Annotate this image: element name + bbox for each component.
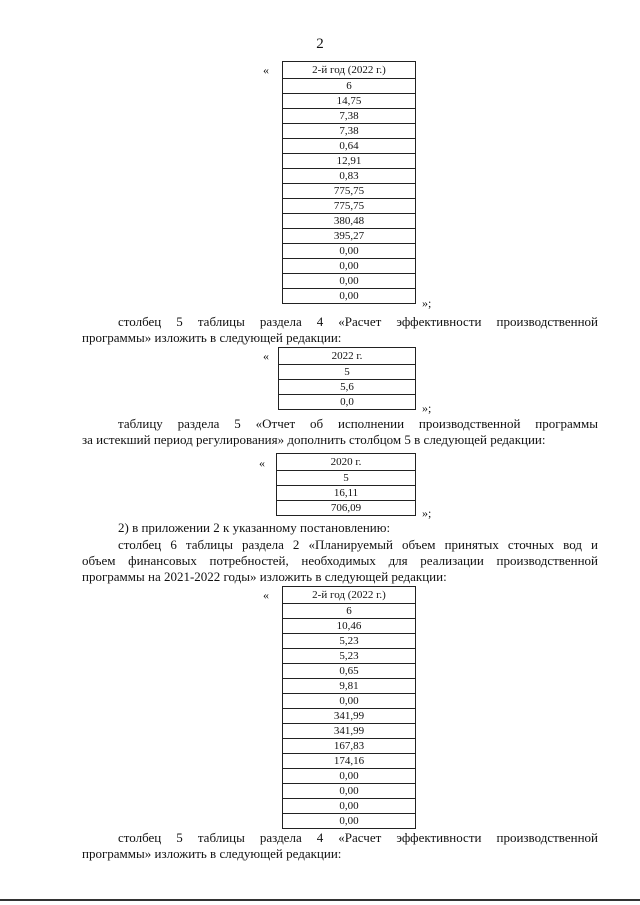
- table-row: [283, 154, 416, 169]
- table-row: [283, 199, 416, 214]
- table1-column: [282, 61, 416, 304]
- table-header-row: [277, 454, 416, 471]
- table-cell: 5: [279, 365, 416, 380]
- table4-body: [283, 587, 416, 829]
- paragraph-line: таблицу раздела 5 «Отчет об исполнении производственной программы: [118, 416, 598, 431]
- table-cell: 174,16: [283, 754, 416, 769]
- table-cell: 341,99: [283, 724, 416, 739]
- table-cell: 341,99: [283, 709, 416, 724]
- paragraph-table5-instruction: [82, 416, 598, 448]
- table-row: [283, 799, 416, 814]
- table-header-row: [283, 587, 416, 604]
- bottom-rule: [0, 899, 640, 901]
- table-cell: 6: [283, 79, 416, 94]
- table-cell: 12,91: [283, 154, 416, 169]
- table-row: [283, 814, 416, 829]
- table-cell: 395,27: [283, 229, 416, 244]
- table-cell: 5,6: [279, 380, 416, 395]
- table-cell: 167,83: [283, 739, 416, 754]
- table-cell: 5,23: [283, 634, 416, 649]
- table-cell: 0,00: [283, 244, 416, 259]
- table-row: [283, 229, 416, 244]
- table-row: [283, 784, 416, 799]
- table-row: [277, 501, 416, 516]
- table-header-cell: 2-й год (2022 г.): [283, 587, 416, 604]
- table-row: [283, 604, 416, 619]
- table-cell: 0,00: [283, 799, 416, 814]
- table-cell: 0,00: [283, 814, 416, 829]
- table-cell: 706,09: [277, 501, 416, 516]
- table1-body: [283, 62, 416, 304]
- table-row: [283, 259, 416, 274]
- table-row: [283, 724, 416, 739]
- table-row: [283, 124, 416, 139]
- table-row: [283, 709, 416, 724]
- table-header-row: [279, 348, 416, 365]
- table-row: [277, 471, 416, 486]
- table-cell: 0,00: [283, 289, 416, 304]
- table3-open-quote: «: [259, 456, 265, 470]
- paragraph-line: за истекший период регулирования» дополнить столбцом 5 в следующей редакции:: [82, 432, 546, 447]
- table-cell: 0,65: [283, 664, 416, 679]
- table-cell: 0,00: [283, 694, 416, 709]
- table-header-cell: 2022 г.: [279, 348, 416, 365]
- paragraph-line: объем финансовых потребностей, необходимых для реализации производственной: [82, 553, 598, 568]
- table-cell: 0,00: [283, 274, 416, 289]
- table-cell: 16,11: [277, 486, 416, 501]
- table-row: [279, 395, 416, 410]
- table2-close-quote: »;: [422, 401, 432, 415]
- paragraph-line: 2) в приложении 2 к указанному постановлению:: [118, 520, 391, 535]
- paragraph-line: столбец 6 таблицы раздела 2 «Планируемый объем принятых сточных вод и: [118, 537, 598, 552]
- table-row: [283, 649, 416, 664]
- paragraph-appendix2: [82, 520, 598, 536]
- table-cell: 7,38: [283, 109, 416, 124]
- paragraph-line: столбец 5 таблицы раздела 4 «Расчет эффективности производственной: [118, 830, 598, 845]
- table-row: [277, 486, 416, 501]
- table-cell: 6: [283, 604, 416, 619]
- paragraph-line: программы» изложить в следующей редакции:: [82, 846, 342, 861]
- table3-column: [276, 453, 416, 516]
- table-row: [283, 769, 416, 784]
- table-row: [283, 244, 416, 259]
- paragraph-table4-instruction: [82, 314, 598, 346]
- table-row: [283, 754, 416, 769]
- table-cell: 0,83: [283, 169, 416, 184]
- table-row: [283, 274, 416, 289]
- paragraph-line: столбец 5 таблицы раздела 4 «Расчет эффективности производственной: [118, 314, 598, 329]
- table4-column: [282, 586, 416, 829]
- table-row: [279, 380, 416, 395]
- table-row: [283, 664, 416, 679]
- table-row: [283, 214, 416, 229]
- table-cell: 9,81: [283, 679, 416, 694]
- table-cell: 5: [277, 471, 416, 486]
- table-cell: 0,00: [283, 259, 416, 274]
- table2-column: [278, 347, 416, 410]
- table-row: [283, 619, 416, 634]
- paragraph-line: программы на 2021-2022 годы» изложить в следующей редакции:: [82, 569, 447, 584]
- table-row: [283, 739, 416, 754]
- table-row: [279, 365, 416, 380]
- table-row: [283, 94, 416, 109]
- table-cell: 380,48: [283, 214, 416, 229]
- table-row: [283, 289, 416, 304]
- table1-open-quote: «: [263, 63, 269, 77]
- table-cell: 775,75: [283, 184, 416, 199]
- paragraph-table2-instruction: [82, 537, 598, 585]
- table-cell: 0,00: [283, 784, 416, 799]
- table-cell: 5,23: [283, 649, 416, 664]
- page-number: 2: [316, 36, 324, 52]
- table-cell: 0,00: [283, 769, 416, 784]
- table-row: [283, 79, 416, 94]
- table4-open-quote: «: [263, 588, 269, 602]
- table-row: [283, 679, 416, 694]
- table3-body: [277, 454, 416, 516]
- table3-close-quote: »;: [422, 506, 432, 520]
- table-cell: 775,75: [283, 199, 416, 214]
- table-cell: 0,64: [283, 139, 416, 154]
- table-cell: 14,75: [283, 94, 416, 109]
- table-row: [283, 139, 416, 154]
- table2-open-quote: «: [263, 349, 269, 363]
- table1-close-quote: »;: [422, 296, 432, 310]
- table-row: [283, 694, 416, 709]
- paragraph-table4-instruction-2: [82, 830, 598, 862]
- table-header-cell: 2020 г.: [277, 454, 416, 471]
- table2-body: [279, 348, 416, 410]
- table-header-cell: 2-й год (2022 г.): [283, 62, 416, 79]
- table-row: [283, 184, 416, 199]
- table-cell: 0,0: [279, 395, 416, 410]
- table-cell: 7,38: [283, 124, 416, 139]
- table-row: [283, 109, 416, 124]
- table-row: [283, 169, 416, 184]
- table-header-row: [283, 62, 416, 79]
- paragraph-line: программы» изложить в следующей редакции:: [82, 330, 342, 345]
- table-cell: 10,46: [283, 619, 416, 634]
- table-row: [283, 634, 416, 649]
